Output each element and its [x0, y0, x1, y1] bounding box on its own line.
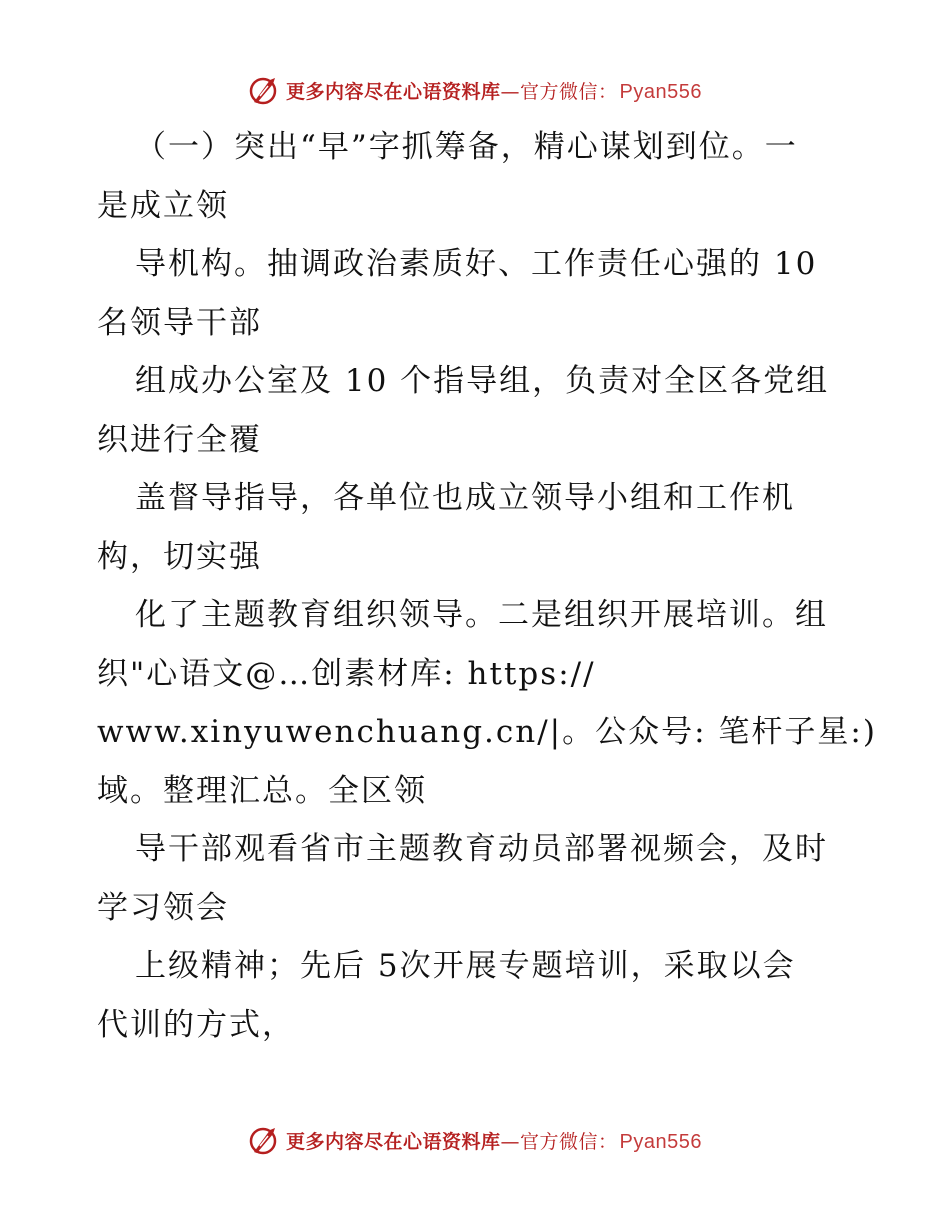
text-line: 是成立领: [97, 187, 229, 224]
text-line: 组成办公室及 10 个指导组，负责对全区各党组: [135, 363, 830, 399]
footer-watermark-text: [286, 1127, 702, 1154]
text-line: 代训的方式，: [97, 1006, 295, 1043]
watermark-separator: —: [500, 1130, 521, 1153]
text-line: 导干部观看省市主题教育动员部署视频会，及时: [135, 831, 828, 867]
text-line: 域。整理汇总。全区领: [97, 772, 427, 809]
watermark-official-label: 官方微信：: [520, 80, 618, 103]
watermark-separator: —: [500, 80, 521, 103]
quill-pen-logo-icon: [248, 1124, 280, 1156]
text-line: 上级精神；先后 5次开展专题培训，采取以会: [135, 948, 796, 984]
document-body: [97, 118, 877, 1054]
watermark-handle: Pyan556: [619, 80, 702, 103]
text-line: 盖督导指导，各单位也成立领导小组和工作机: [135, 480, 795, 516]
watermark-official-label: 官方微信：: [520, 1130, 618, 1153]
watermark-brand: 更多内容尽在心语资料库: [286, 80, 501, 103]
quill-pen-logo-icon: [248, 74, 280, 106]
text-line: 化了主题教育组织领导。二是组织开展培训。组: [135, 597, 828, 633]
header-watermark-text: [286, 77, 702, 104]
text-line: 导机构。抽调政治素质好、工作责任心强的 10: [135, 246, 818, 282]
text-line: 学习领会: [97, 889, 229, 926]
text-line: www.xinyuwenchuang.cn/|。公众号: 笔杆子星:): [97, 714, 877, 750]
text-line: 织进行全覆: [97, 421, 262, 458]
text-line: （一）突出“早”字抓筹备，精心谋划到位。一: [135, 129, 798, 165]
watermark-brand: 更多内容尽在心语资料库: [286, 1130, 501, 1153]
footer-watermark: [0, 1120, 950, 1160]
text-line: 织"心语文@…创素材库: https://: [97, 655, 596, 692]
watermark-handle: Pyan556: [619, 1130, 702, 1153]
header-watermark: [0, 70, 950, 110]
text-line: 构，切实强: [97, 538, 262, 575]
text-line: 名领导干部: [97, 304, 262, 341]
